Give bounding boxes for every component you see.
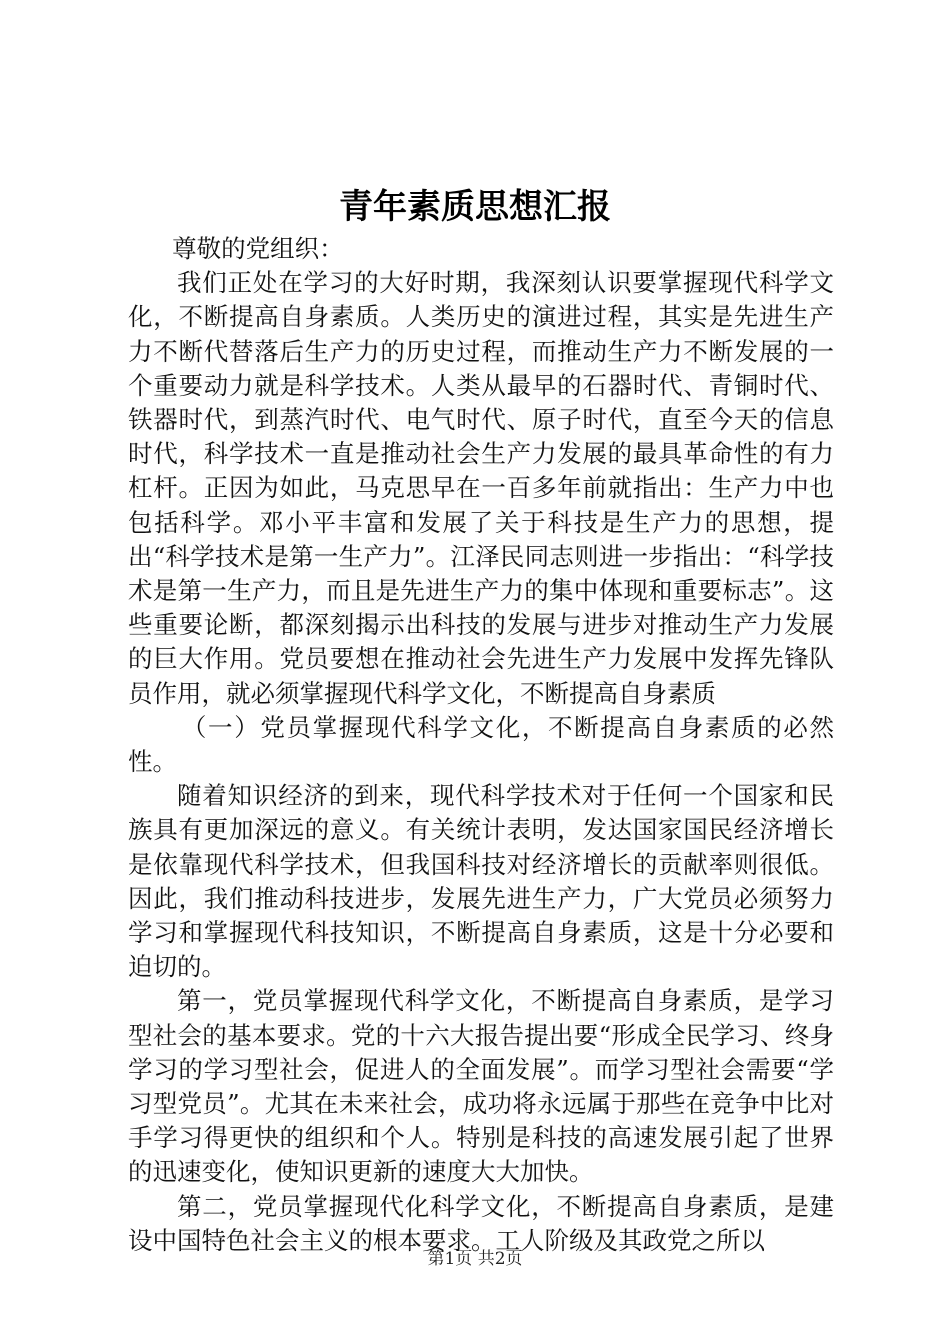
page-footer: 第1页 共2页 — [427, 1249, 523, 1269]
salutation: 尊敬的党组织： — [172, 234, 344, 263]
paragraph-second-point: 第二，党员掌握现代化科学文化，不断提高自身素质，是建设中国特色社会主义的根本要求。工人阶级及其政党之所以 — [128, 1191, 834, 1255]
document-body — [128, 232, 834, 1258]
document-title: 青年素质思想汇报 — [339, 187, 611, 227]
paragraph-knowledge-economy: 随着知识经济的到来，现代科学技术对于任何一个国家和民族具有更加深远的意义。有关统计表明，发达国家国民经济增长是依靠现代科学技术，但我国科技对经济增长的贡献率则很低。因此，我们推动科技进步，发展先进生产力，广大党员必须努力学习和掌握现代科技知识，不断提高自身素质，这是十分必要和迫切的。 — [128, 781, 834, 982]
section-heading: （一）党员掌握现代科学文化，不断提高自身素质的必然性。 — [128, 712, 834, 777]
paragraph-first-point: 第一，党员掌握现代科学文化，不断提高自身素质，是学习型社会的基本要求。党的十六大报告提出要“形成全民学习、终身学习的学习型社会，促进人的全面发展”。而学习型社会需要“学习型党员”。尤其在未来社会，成功将永远属于那些在竞争中比对手学习得更快的组织和个人。特别是科技的高速发展引起了世界的迅速变化，使知识更新的速度大大加快。 — [128, 986, 834, 1187]
paragraph-intro: 我们正处在学习的大好时期，我深刻认识要掌握现代科学文化，不断提高自身素质。人类历史的演进过程，其实是先进生产力不断代替落后生产力的历史过程，而推动生产力不断发展的一个重要动力就是科学技术。人类从最早的石器时代、青铜时代、铁器时代，到蒸汽时代、电气时代、原子时代，直至今天的信息时代，科学技术一直是推动社会生产力发展的最具革命性的有力杠杆。正因为如此，马克思早在一百多年前就指出：生产力中也包括科学。邓小平丰富和发展了关于科技是生产力的思想，提出“科学技术是第一生产力”。江泽民同志则进一步指出：“科学技术是第一生产力，而且是先进生产力的集中体现和重要标志”。这些重要论断，都深刻揭示出科技的发展与进步对推动生产力发展的巨大作用。党员要想在推动社会先进生产力发展中发挥先锋队员作用，就必须掌握现代科学文化，不断提高自身素质 — [128, 268, 834, 708]
